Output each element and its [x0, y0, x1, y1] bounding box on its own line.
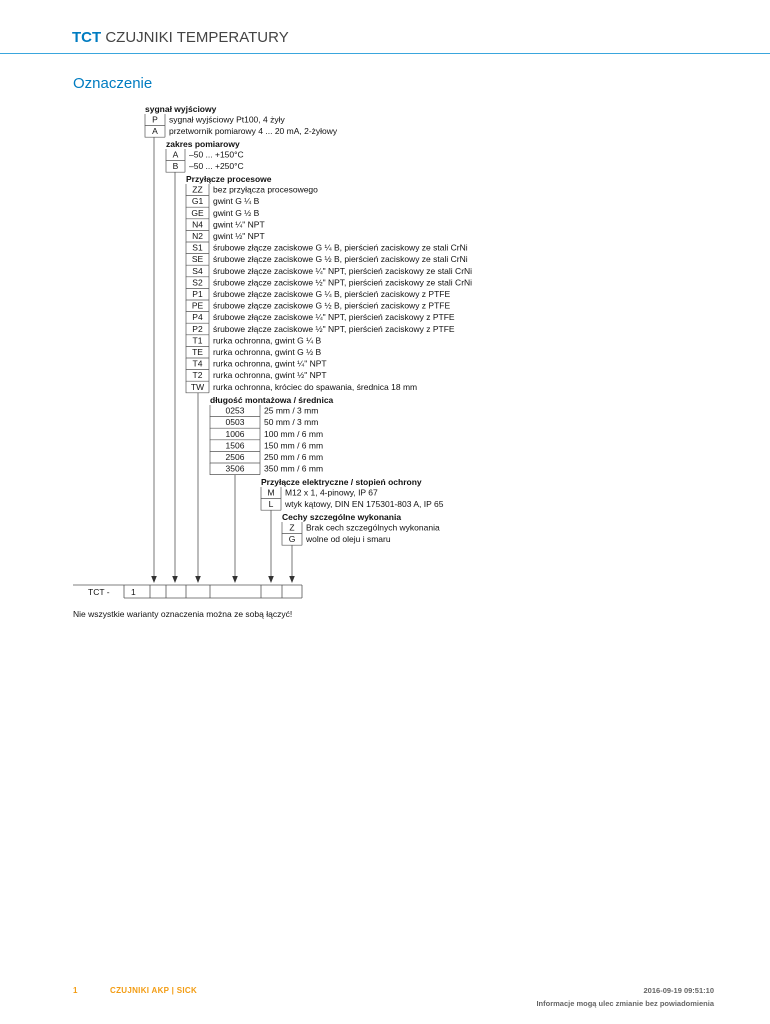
group-title-signal: sygnał wyjściowy	[145, 104, 217, 114]
option-description: 150 mm / 6 mm	[264, 440, 324, 451]
option-description: rurka ochronna, gwint ½" NPT	[213, 370, 327, 381]
option-code: A	[152, 126, 158, 137]
option-code: S2	[192, 277, 203, 288]
arrow-head	[232, 576, 238, 583]
option-description: rurka ochronna, gwint ¼" NPT	[213, 358, 327, 369]
option-code: B	[172, 161, 179, 172]
option-description: śrubowe złącze zaciskowe G ¼ B, pierścień zaciskowy ze stali CrNi	[213, 242, 468, 253]
option-description: śrubowe złącze zaciskowe ½" NPT, pierścień zaciskowy ze stali CrNi	[213, 277, 473, 288]
option-code: N2	[192, 231, 203, 241]
option-description: rurka ochronna, gwint G ½ B	[213, 347, 322, 357]
footer-brand: CZUJNIKI AKP | SICK	[110, 986, 198, 995]
option-code: G1	[191, 196, 204, 207]
type-code-prefix: TCT -	[88, 587, 110, 597]
option-code: P1	[192, 289, 203, 299]
option-code: 2506	[225, 452, 245, 462]
page-header-title: CZUJNIKI TEMPERATURY	[105, 29, 289, 46]
group-title-process: Przyłącze procesowe	[186, 174, 272, 184]
option-description: 350 mm / 6 mm	[264, 463, 324, 474]
arrow-head	[268, 576, 274, 583]
option-code: GE	[191, 207, 204, 218]
option-code: P4	[192, 312, 203, 323]
option-code: 3506	[225, 463, 245, 474]
option-description: 250 mm / 6 mm	[264, 452, 324, 462]
option-code: A	[172, 149, 179, 160]
option-code: T4	[192, 358, 203, 369]
arrow-head	[151, 576, 157, 583]
section-title: Oznaczenie	[73, 75, 153, 92]
type-code-first-digit: 1	[131, 587, 136, 597]
option-code: G	[288, 534, 296, 545]
option-description: gwint ½" NPT	[213, 231, 265, 241]
arrow-head	[289, 576, 295, 583]
option-description: M12 x 1, 4-pinowy, IP 67	[285, 487, 378, 498]
option-code: TW	[190, 381, 205, 392]
option-description: bez przyłącza procesowego	[213, 184, 318, 195]
option-code: M	[267, 487, 275, 498]
option-description: śrubowe złącze zaciskowe G ½ B, pierścień zaciskowy ze stali CrNi	[213, 254, 468, 265]
compatibility-note: Nie wszystkie warianty oznaczenia można ze sobą łączyć!	[73, 609, 293, 619]
footer-date: 2016-09-19 09:51:10	[643, 986, 714, 995]
option-code: S1	[192, 242, 203, 253]
option-description: –50 ... +250°C	[189, 161, 244, 172]
option-description: rurka ochronna, króciec do spawania, średnica 18 mm	[213, 381, 418, 392]
option-code: T1	[192, 335, 203, 346]
option-code: 1006	[225, 428, 245, 439]
page-number: 1	[73, 986, 78, 995]
option-description: wtyk kątowy, DIN EN 175301-803 A, IP 65	[285, 499, 444, 510]
option-description: 50 mm / 3 mm	[264, 417, 319, 428]
option-description: śrubowe złącze zaciskowe ¼" NPT, pierścień zaciskowy z PTFE	[213, 312, 455, 323]
option-code: SE	[191, 254, 204, 265]
option-code: 0503	[225, 417, 245, 428]
footer-disclaimer: Informacje mogą ulec zmianie bez powiadomienia	[536, 999, 714, 1008]
option-description: przetwornik pomiarowy 4 ... 20 mA, 2-żyłowy	[169, 126, 338, 137]
option-description: śrubowe złącze zaciskowe ½" NPT, pierścień zaciskowy z PTFE	[213, 323, 455, 334]
option-description: wolne od oleju i smaru	[306, 534, 391, 545]
option-description: 25 mm / 3 mm	[264, 405, 319, 416]
option-description: 100 mm / 6 mm	[264, 428, 324, 439]
option-description: sygnał wyjściowy Pt100, 4 żyły	[169, 114, 285, 125]
option-code: P2	[192, 323, 203, 334]
option-code: 1506	[225, 440, 245, 451]
option-code: P	[152, 114, 158, 125]
option-code: T2	[192, 370, 203, 381]
option-code: N4	[192, 219, 203, 230]
group-title-electrical: Przyłącze elektryczne / stopień ochrony	[261, 477, 422, 487]
option-description: gwint G ¼ B	[213, 196, 260, 207]
option-code: 0253	[225, 405, 245, 416]
option-code: Z	[289, 522, 295, 533]
option-description: śrubowe złącze zaciskowe G ¼ B, pierścień zaciskowy z PTFE	[213, 289, 451, 299]
option-description: –50 ... +150°C	[189, 149, 244, 160]
option-description: gwint ¼" NPT	[213, 219, 265, 230]
option-code: ZZ	[192, 184, 203, 195]
arrow-head	[172, 576, 178, 583]
option-code: PE	[191, 300, 204, 311]
option-code: S4	[192, 265, 203, 276]
option-code: L	[268, 499, 274, 510]
option-description: Brak cech szczególnych wykonania	[306, 522, 440, 533]
group-title-special: Cechy szczególne wykonania	[282, 512, 402, 522]
option-code: TE	[192, 347, 203, 357]
option-description: rurka ochronna, gwint G ¼ B	[213, 335, 322, 346]
option-description: gwint G ½ B	[213, 207, 260, 218]
arrow-head	[195, 576, 201, 583]
product-code: TCT	[72, 29, 102, 46]
group-title-range: zakres pomiarowy	[166, 139, 240, 149]
option-description: śrubowe złącze zaciskowe G ½ B, pierścień zaciskowy z PTFE	[213, 300, 451, 311]
option-description: śrubowe złącze zaciskowe ¼" NPT, pierścień zaciskowy ze stali CrNi	[213, 265, 473, 276]
group-title-length: długość montażowa / średnica	[210, 395, 334, 405]
